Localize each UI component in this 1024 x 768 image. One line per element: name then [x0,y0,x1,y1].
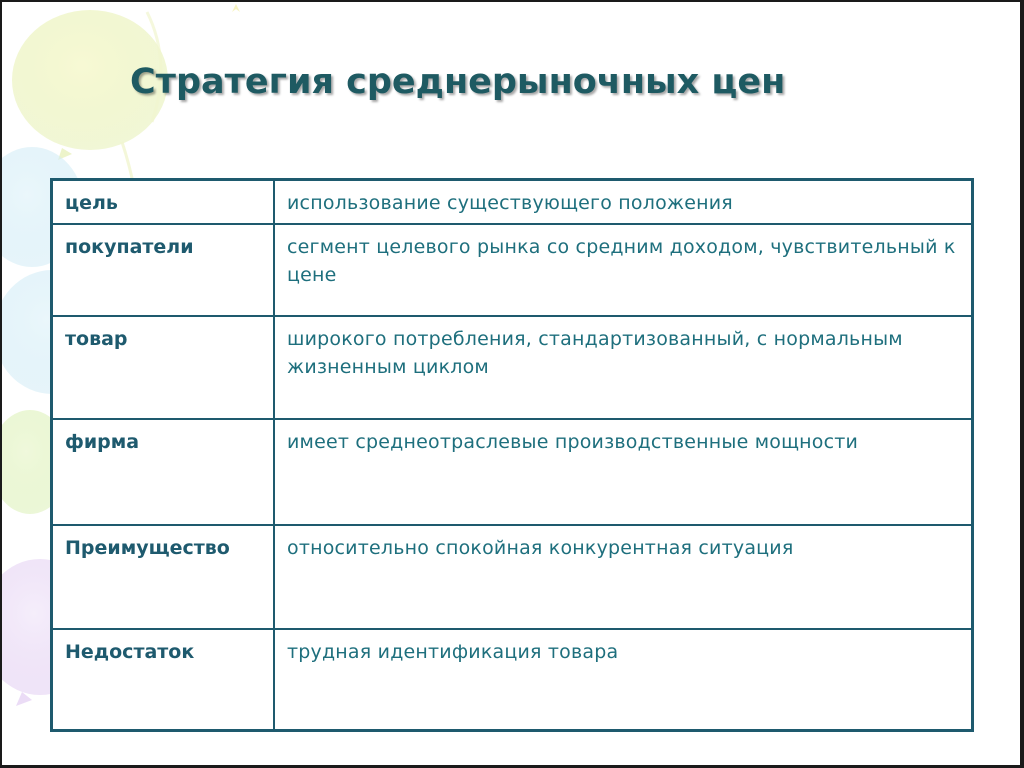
slide [2,2,1020,765]
row-label: Преимущество [52,525,275,629]
table-row [52,419,973,525]
row-label: товар [52,316,275,419]
slide-title: Стратегия среднерыночных цен [130,62,786,102]
row-value: широкого потребления, стандартизованный, с нормальным жизненным циклом [274,316,973,419]
table-row [52,180,973,225]
table-row [52,316,973,419]
row-value: имеет среднеотраслевые производственные мощности [274,419,973,525]
row-value: сегмент целевого рынка со средним доходом, чувствительный к цене [274,224,973,316]
row-label: фирма [52,419,275,525]
table-row [52,525,973,629]
row-value: трудная идентификация товара [274,629,973,731]
table-row [52,224,973,316]
table-row [52,629,973,731]
strategy-table [50,178,974,732]
row-label: Недостаток [52,629,275,731]
row-label: покупатели [52,224,275,316]
row-value: относительно спокойная конкурентная ситуация [274,525,973,629]
row-label: цель [52,180,275,225]
row-value: использование существующего положения [274,180,973,225]
